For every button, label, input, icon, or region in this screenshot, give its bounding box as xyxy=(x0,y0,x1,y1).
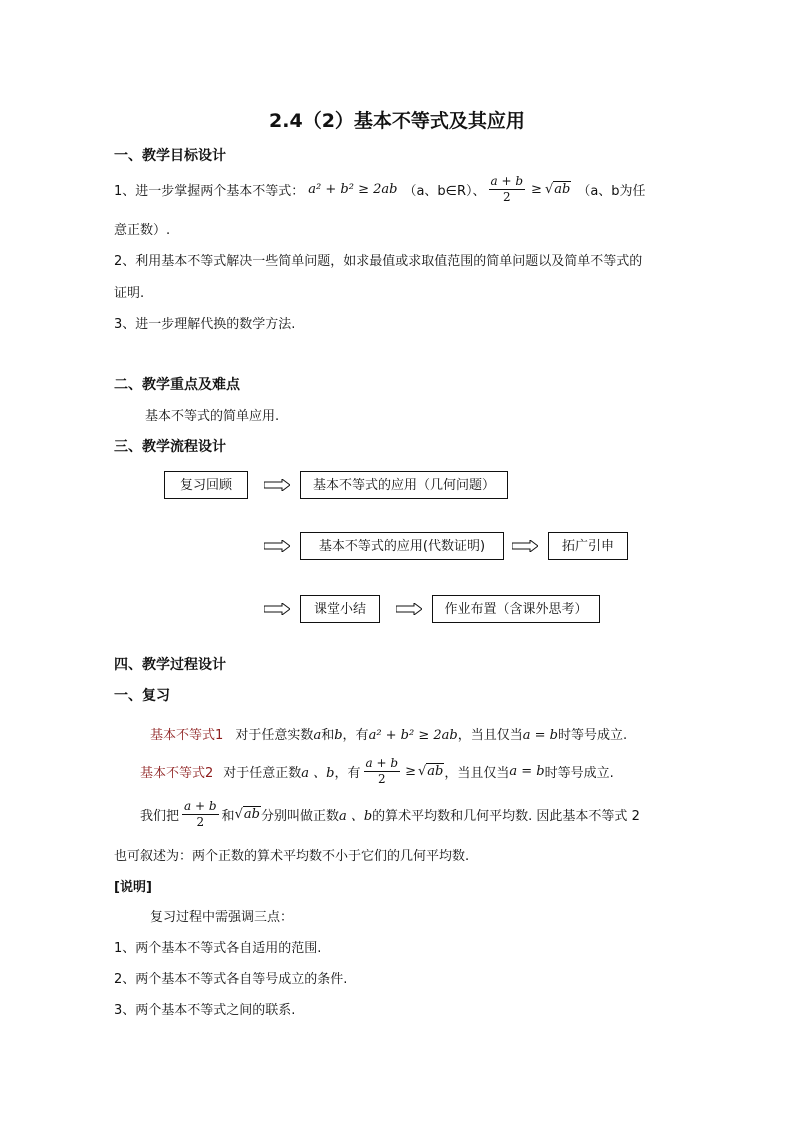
vars-a-b: a 、b xyxy=(301,765,335,781)
means-definition-line-2: 也可叙述为：两个正数的算术平均数不小于它们的几何平均数. xyxy=(114,849,470,864)
var-a: a xyxy=(313,728,322,743)
note-intro: 复习过程中需强调三点： xyxy=(150,910,294,925)
section-1-heading: 一、教学目标设计 xyxy=(114,148,226,164)
sqrt-ab: √ab xyxy=(234,806,260,822)
basic-inequality-2 xyxy=(140,752,614,790)
inequality-2-text: 对于任意正数 xyxy=(223,765,302,781)
section-2-body: 基本不等式的简单应用. xyxy=(145,409,280,424)
inequality-1-iff: ，当且仅当 xyxy=(457,728,523,743)
fraction-a-plus-b-over-2 xyxy=(182,799,219,829)
flow-box-algebra: 基本不等式的应用(代数证明) xyxy=(300,532,504,560)
fraction-denominator: 2 xyxy=(196,814,205,829)
flow-arrow-5 xyxy=(396,603,422,615)
subsection-review-heading: 一、复习 xyxy=(114,688,170,704)
goal-item-2-line-2: 证明. xyxy=(114,286,145,301)
geq-symbol: ≥ xyxy=(405,763,416,779)
fraction-a-plus-b-over-2 xyxy=(489,174,526,204)
note-item-2: 2、两个基本不等式各自等号成立的条件. xyxy=(114,972,348,987)
inequality-2-label: 基本不等式2 xyxy=(140,765,214,781)
equality-condition-1: a = b xyxy=(522,728,558,743)
sqrt-ab: √ab xyxy=(544,181,571,197)
fraction-denominator: 2 xyxy=(502,189,511,204)
sqrt-radicand: ab xyxy=(554,181,571,197)
basic-inequality-1 xyxy=(150,724,627,743)
flow-arrow-3 xyxy=(512,540,538,552)
goal-item-3: 3、进一步理解代换的数学方法. xyxy=(114,317,296,332)
sqrt-radicand: ab xyxy=(243,806,260,822)
geq-symbol: ≥ xyxy=(531,181,542,197)
fraction-numerator: a + b xyxy=(184,799,217,814)
inequality-2-iff: ，当且仅当 xyxy=(444,765,510,781)
flow-box-extension: 拓广引申 xyxy=(548,532,628,560)
flow-box-summary: 课堂小结 xyxy=(300,595,380,623)
inequality-1-formula: a² + b² ≥ 2ab xyxy=(308,181,398,197)
page-title: 2.4（2）基本不等式及其应用 xyxy=(269,110,525,132)
inequality-2-have: ，有 xyxy=(334,765,361,781)
means-definition xyxy=(140,794,640,834)
goal-item-1-condition-2: （a、b为任 xyxy=(577,183,646,199)
means-text-and: 和 xyxy=(221,808,235,824)
inequality-1-have: ，有 xyxy=(342,728,369,743)
var-b: b xyxy=(334,728,343,743)
sqrt-ab: √ab xyxy=(417,763,444,779)
inequality-1-label: 基本不等式1 xyxy=(150,728,224,743)
goal-item-1 xyxy=(114,172,646,206)
vars-a-b: a 、b xyxy=(338,808,373,824)
sqrt-radicand: ab xyxy=(427,763,444,779)
flow-box-homework: 作业布置（含课外思考） xyxy=(432,595,600,623)
fraction-a-plus-b-over-2 xyxy=(364,756,401,786)
fraction-numerator: a + b xyxy=(365,756,399,771)
note-item-1: 1、两个基本不等式各自适用的范围. xyxy=(114,941,322,956)
inequality-1-end: 时等号成立. xyxy=(557,728,628,743)
fraction-denominator: 2 xyxy=(377,771,386,786)
inequality-1-expression: a² + b² ≥ 2ab xyxy=(368,728,458,743)
flow-arrow-4 xyxy=(264,603,290,615)
flow-box-geometry: 基本不等式的应用（几何问题） xyxy=(300,471,508,499)
section-4-heading: 四、教学过程设计 xyxy=(114,657,226,673)
goal-item-1-condition-1: （a、b∈R）、 xyxy=(403,183,486,199)
note-item-3: 3、两个基本不等式之间的联系. xyxy=(114,1003,296,1018)
note-heading: [说明] xyxy=(114,880,152,895)
means-text-1: 我们把 xyxy=(140,808,180,824)
section-3-heading: 三、教学流程设计 xyxy=(114,439,226,455)
goal-item-1-prefix: 1、进一步掌握两个基本不等式： xyxy=(114,183,305,199)
flow-arrow-2 xyxy=(264,540,290,552)
inequality-2-end: 时等号成立. xyxy=(544,765,614,781)
means-text-2: 分别叫做正数 xyxy=(260,808,339,824)
inequality-1-text: 对于任意实数 xyxy=(235,728,314,743)
equality-condition-2: a = b xyxy=(509,763,545,779)
conjunction-and: 和 xyxy=(321,728,335,743)
flow-box-review: 复习回顾 xyxy=(164,471,248,499)
goal-item-1-line-2: 意正数）. xyxy=(114,223,171,238)
section-2-heading: 二、教学重点及难点 xyxy=(114,377,240,393)
goal-item-2-line-1: 2、利用基本不等式解决一些简单问题，如求最值或求取值范围的简单问题以及简单不等式的 xyxy=(114,254,643,269)
means-text-3: 的算术平均数和几何平均数. 因此基本不等式 2 xyxy=(372,808,640,824)
fraction-numerator: a + b xyxy=(490,174,524,189)
flow-arrow-1 xyxy=(264,479,290,491)
